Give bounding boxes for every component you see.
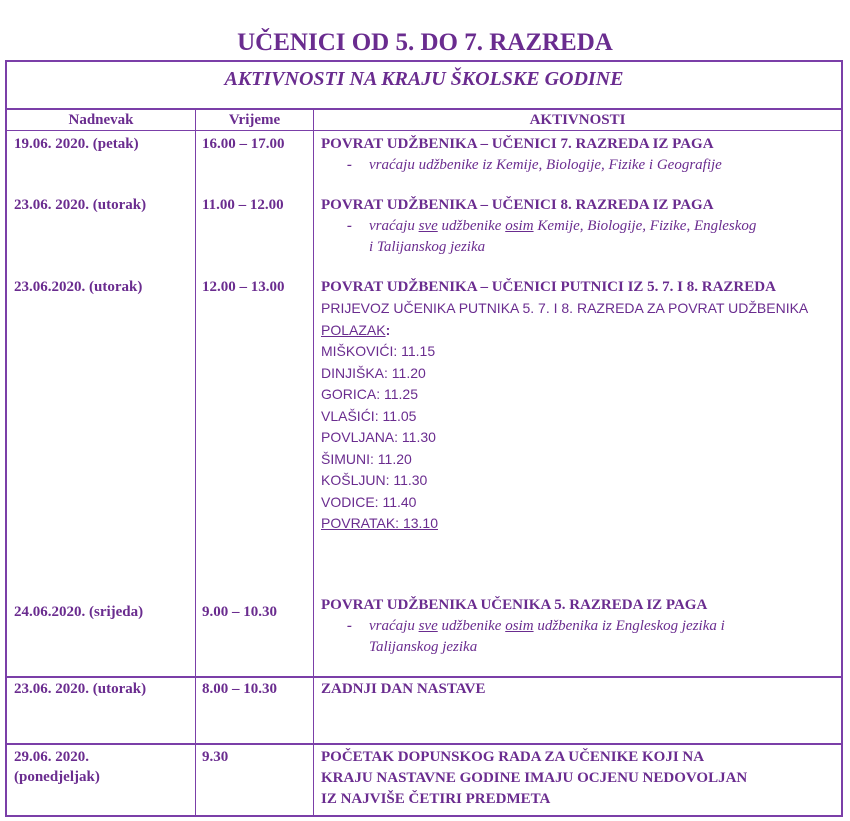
row-6-time: 9.30 bbox=[202, 749, 229, 765]
row-3-activity bbox=[321, 277, 836, 535]
bullet-dash: - bbox=[347, 218, 352, 234]
row-1-bullet-text: vraćaju udžbenike iz Kemije, Biologije, Fizike i Geografije bbox=[369, 157, 722, 173]
row-1-title: POVRAT UDŽBENIKA – UČENICI 7. RAZREDA IZ PAGA bbox=[321, 136, 714, 152]
row-4-activity bbox=[321, 595, 836, 658]
bullet-text: udžbenike bbox=[437, 618, 506, 634]
bullet-dash: - bbox=[347, 618, 352, 634]
bullet-emphasis: sve bbox=[418, 218, 438, 234]
stop-item: DINJIŠKA: 11.20 bbox=[321, 364, 426, 381]
row-4-date: 24.06.2020. (srijeda) bbox=[14, 604, 144, 620]
row-2-bullet bbox=[321, 216, 836, 258]
row-4-bullet bbox=[321, 616, 836, 658]
transport-note: PRIJEVOZ UČENIKA PUTNIKA 5. 7. I 8. RAZREDA ZA POVRAT UDŽBENIKA bbox=[321, 300, 809, 316]
row-6-title-line: IZ NAJVIŠE ČETIRI PREDMETA bbox=[321, 791, 551, 807]
row-1-time: 16.00 – 17.00 bbox=[202, 136, 285, 152]
row-3-title: POVRAT UDŽBENIKA – UČENICI PUTNICI IZ 5. 7. I 8. RAZREDA bbox=[321, 279, 776, 295]
departure-colon: : bbox=[385, 321, 391, 338]
page-title: UČENICI OD 5. DO 7. RAZREDA bbox=[237, 29, 613, 56]
column-divider bbox=[195, 110, 196, 815]
bullet-emphasis: osim bbox=[505, 618, 534, 634]
stop-item: ŠIMUNI: 11.20 bbox=[321, 450, 412, 467]
row-2-date: 23.06. 2020. (utorak) bbox=[14, 197, 147, 213]
row-5-date: 23.06. 2020. (utorak) bbox=[14, 681, 147, 697]
row-4-time: 9.00 – 10.30 bbox=[202, 604, 277, 620]
row-6-date-line2: (ponedjeljak) bbox=[14, 769, 100, 785]
departure-label bbox=[321, 320, 836, 342]
row-3-time: 12.00 – 13.00 bbox=[202, 279, 285, 295]
table-caption: AKTIVNOSTI NA KRAJU ŠKOLSKE GODINE bbox=[224, 68, 624, 90]
bullet-emphasis: sve bbox=[418, 618, 438, 634]
stop-item: POVLJANA: 11.30 bbox=[321, 429, 436, 445]
header-time: Vrijeme bbox=[196, 110, 313, 131]
stop-item: VODICE: 11.40 bbox=[321, 493, 417, 510]
row-5-activity bbox=[321, 679, 836, 700]
header-date: Nadnevak bbox=[7, 110, 195, 131]
row-2-title: POVRAT UDŽBENIKA – UČENICI 8. RAZREDA IZ PAGA bbox=[321, 197, 714, 213]
row-4-title: POVRAT UDŽBENIKA UČENIKA 5. RAZREDA IZ PAGA bbox=[321, 597, 708, 613]
row-divider bbox=[7, 743, 841, 745]
row-3-date: 23.06.2020. (utorak) bbox=[14, 279, 143, 295]
bullet-text: udžbenika iz Engleskog jezika i bbox=[533, 618, 725, 634]
stop-item: MIŠKOVIĆI: 11.15 bbox=[321, 343, 436, 359]
bullet-text: Kemije, Biologije, Fizike, Engleskog bbox=[533, 218, 757, 234]
row-1-date: 19.06. 2020. (petak) bbox=[14, 136, 139, 152]
row-divider bbox=[7, 676, 841, 678]
bullet-text: Talijanskog jezika bbox=[369, 639, 478, 655]
bullet-text: udžbenike bbox=[437, 218, 506, 234]
row-5-title: ZADNJI DAN NASTAVE bbox=[321, 681, 486, 697]
bullet-dash: - bbox=[347, 157, 352, 173]
bullet-text: vraćaju bbox=[369, 218, 419, 234]
row-6-title-line: POČETAK DOPUNSKOG RADA ZA UČENIKE KOJI NA bbox=[321, 749, 705, 765]
bullet-emphasis: osim bbox=[505, 218, 534, 234]
activities-table bbox=[5, 60, 843, 817]
row-5-time: 8.00 – 10.30 bbox=[202, 681, 277, 697]
row-1-activity bbox=[321, 134, 836, 176]
bullet-text: vraćaju bbox=[369, 618, 419, 634]
row-2-activity bbox=[321, 195, 836, 258]
row-1-bullet bbox=[321, 155, 836, 176]
return-time: POVRATAK: 13.10 bbox=[321, 515, 438, 531]
header-activity: AKTIVNOSTI bbox=[314, 110, 841, 131]
bullet-text: i Talijanskog jezika bbox=[369, 239, 486, 255]
stop-item: KOŠLJUN: 11.30 bbox=[321, 472, 428, 488]
table-caption-box bbox=[7, 62, 841, 110]
stop-item: VLAŠIĆI: 11.05 bbox=[321, 407, 417, 424]
row-2-time: 11.00 – 12.00 bbox=[202, 197, 284, 213]
column-divider bbox=[313, 110, 314, 815]
row-6-activity bbox=[321, 747, 836, 810]
row-6-title-line: KRAJU NASTAVNE GODINE IMAJU OCJENU NEDOVOLJAN bbox=[321, 770, 748, 786]
row-6-date-line1: 29.06. 2020. bbox=[14, 749, 89, 765]
departure-label-text: POLAZAK bbox=[321, 321, 386, 338]
stop-item: GORICA: 11.25 bbox=[321, 386, 419, 402]
row-6-date bbox=[14, 747, 100, 787]
